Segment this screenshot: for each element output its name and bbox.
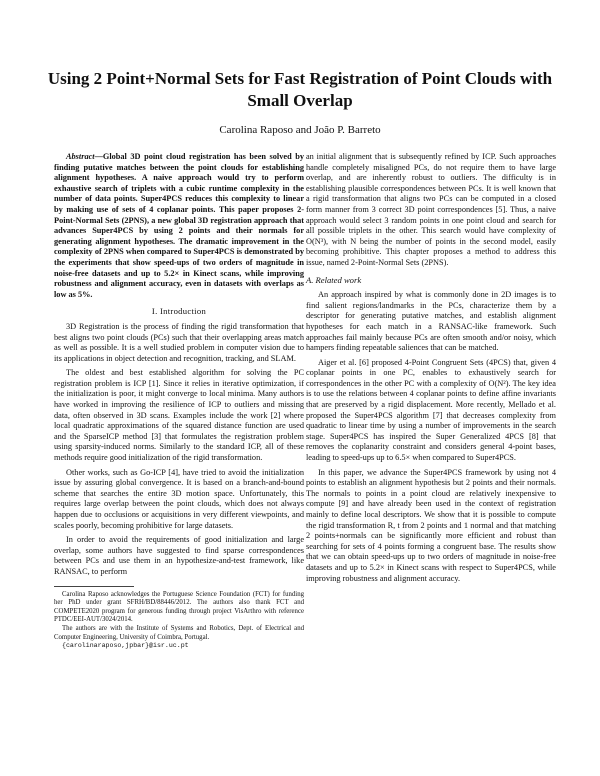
footnote-email: {carolinaraposo,jpbar}@isr.uc.pt <box>62 642 189 650</box>
paper-title: Using 2 Point+Normal Sets for Fast Registration of Point Clouds with Small Overlap <box>47 69 553 110</box>
intro-paragraph: Other works, such as Go-ICP [4], have tried to avoid the initialization issue by assuring global convergence. It is based on a branch-and-bound scheme that searches the entire 3D motion space. Unfortunately, this requires large overlap between the point clouds, which does not always happen due to occlusions or acquisitions in very different viewpoints, and scales poorly, becoming prohibitive for large datasets. <box>54 467 304 530</box>
section-heading-introduction: I. Introduction <box>151 306 207 317</box>
footnote-divider <box>54 586 134 587</box>
related-work-paragraph: An approach inspired by what is commonly done in 2D images is to find salient regions/landmarks in the PCs, characterize them by a descriptor for generating putative matches, and establish alignment hypotheses for each match in a RANSAC-like framework. Such approaches fail mainly because PCs are often smooth and/or noisy, which hampers finding repeatable saliences that can be matched. <box>306 290 556 353</box>
footnote-funding: Carolina Raposo acknowledges the Portuguese Science Foundation (FCT) for funding her PhD under grant SFRH/BD/88446/2012. The authors also thank FCT and COMPETE2020 program for generous funding through project VisArthro with reference PTDC/EEI-AUT/3024/2014. <box>54 590 304 624</box>
subsection-heading-related-work: A. Related work <box>306 274 362 285</box>
abstract <box>54 152 304 300</box>
intro-paragraph: In order to avoid the requirements of good initialization and large overlap, some authors have suggested to find sparse correspondences between PCs and use them in an hypothesize-and-test framework, like RANSAC, to perform <box>54 535 304 576</box>
left-column <box>54 152 304 651</box>
intro-paragraph-continued: an initial alignment that is subsequently refined by ICP. Such approaches handle completely misaligned PCs, do not require them to have large overlap, and are inherently robust to outliers. The difficulty is in establishing plausible correspondences between PCs. It is well known that a rigid transformation that aligns two PCs can be computed in a closed form manner from 3 correct 3D point correspondences [5]. Thus, a naive approach would select 3 random points in one point cloud and search for all possible triplets in the other. This search would have complexity of O(N³), with N being the number of points in the second model, easily becoming prohibitive. This chapter proposes a method to address this issue, named 2-Point-Normal Sets (2PNS). <box>306 152 556 267</box>
related-work-paragraph: Aiger et al. [6] proposed 4-Point Congruent Sets (4PCS) that, given 4 coplanar points in one PC, enables to exhaustively search for correspondences in the other PC with a complexity of O(N²). The key idea is to use the relations between 4 coplanar points to define affine invariants that are preserved by a rigid displacement. More recently, Mellado et al. proposed the Super4PCS algorithm [7] that decreases complexity from quadratic to linear time by using a number of improvements in the search stage. Super4PCS has inspired the Super Generalized 4PCS [8] that removes the coplanarity constraint and considers general 4-point bases, leading to speed-ups up to 6.5× when compared to Super4PCS. <box>306 357 556 463</box>
right-column <box>306 152 556 588</box>
related-work-paragraph: In this paper, we advance the Super4PCS framework by using not 4 points to establish an alignment hypothesis but 2 points and their normals. The normals to points in a point cloud are relatively inexpensive to compute [9] and have already been used in the context of registration mainly to define local descriptors. We show that it is possible to compute the rigid transformation R, t from 2 points and 1 normal and that matching 2 points+normals can be significantly more efficient and robust than searching for sets of 4 points forming a congruent base. The results show that we can obtain speed-ups up to two orders of magnitude in noise-free datasets and up to 5.2× in Kinect scans with respect to Super4PCS, while improving robustness and alignment accuracy. <box>306 467 556 583</box>
footnote-affiliation: The authors are with the Institute of Systems and Robotics, Dept. of Electrical and Computer Engineering, University of Coimbra, Portugal. <box>54 624 304 641</box>
paper-authors: Carolina Raposo and João P. Barreto <box>219 124 381 136</box>
intro-paragraph: 3D Registration is the process of finding the rigid transformation that best aligns two point clouds (PCs) such that their overlapping areas match as well as possible. It is a well studied problem in computer vision due to its applications in object detection and recognition, tracking, and SLAM. <box>54 321 304 363</box>
intro-paragraph: The oldest and best established algorithm for solving the PC registration problem is ICP [1]. Since it relies in iterative optimization, if the initialization is poor, it might converge to local minima. Many authors have worked in improving the resilience of ICP to outliers and missing data, often observed in 3D scans. Examples include the work [2] where local quadratic approximations of the squared distance function are used and the SparseICP method [3] that formulates the registration problem using sparsity-induced norms. Similarly to the standard ICP, all of these methods require good initialization of the rigid transformation. <box>54 368 304 463</box>
abstract-lead: Abstract— <box>66 152 103 161</box>
abstract-body: Global 3D point cloud registration has been solved by finding putative matches between the point clouds for establishing alignment hypotheses. A naive approach would try to perform exhaustive search of triplets with a cubic runtime complexity in the number of data points. Super4PCS reduces this complexity to linear by making use of sets of 4 coplanar points. This paper proposes 2-Point-Normal Sets (2PNS), a new global 3D registration approach that advances Super4PCS by using 2 points and their normals for generating alignment hypotheses. The dramatic improvement in the complexity of 2PNS when compared to Super4PCS is demonstrated by the experiments that show speed-ups of two orders of magnitude in noise-free datasets and up to 5.2× in Kinect scans, while improving robustness and alignment accuracy, even in datasets with overlaps as low as 5%. <box>54 152 304 299</box>
